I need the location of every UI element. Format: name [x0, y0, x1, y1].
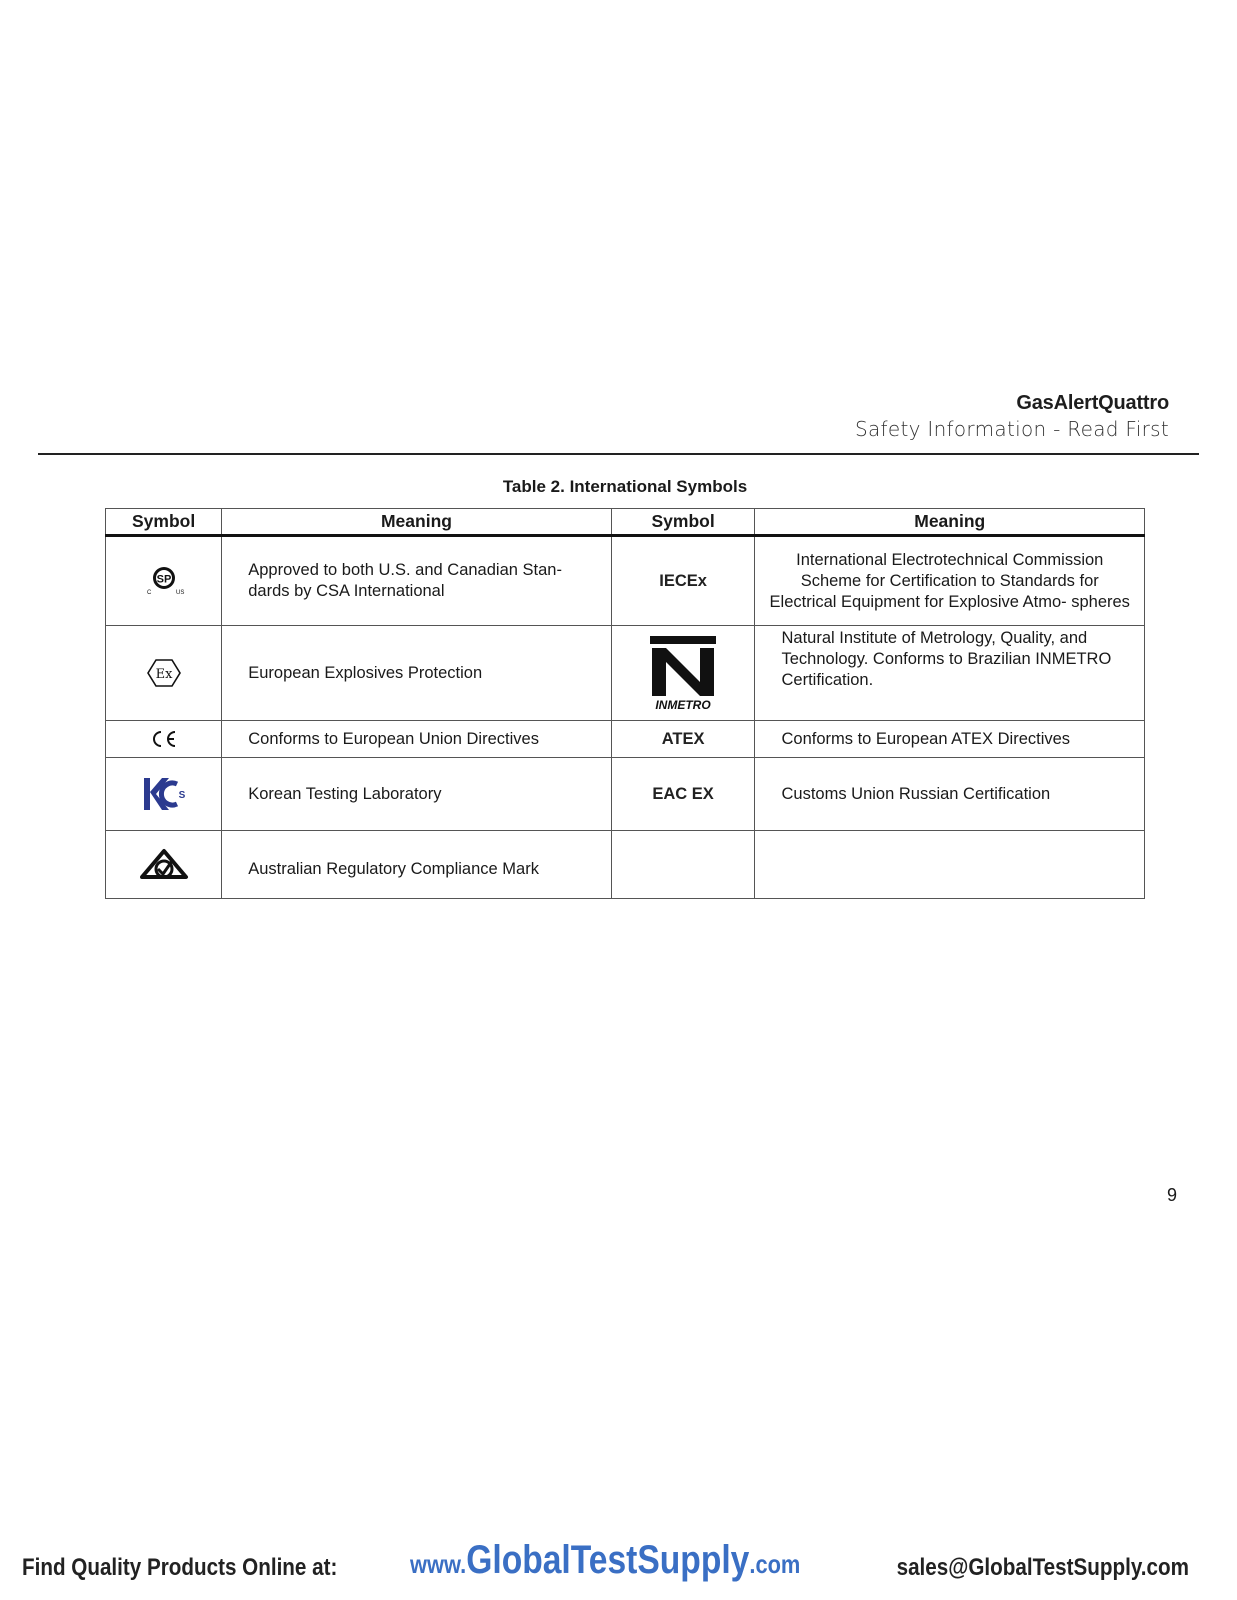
symbol-cell: [611, 626, 755, 721]
csa-c-us-icon: [143, 565, 185, 597]
meaning-cell: Conforms to European ATEX Directives: [755, 721, 1145, 758]
url-prefix: www.: [410, 1549, 467, 1579]
svg-text:S: S: [178, 790, 185, 801]
svg-text:C: C: [146, 590, 151, 596]
ce-mark-icon: [149, 729, 179, 749]
symbol-text-cell: IECEx: [611, 536, 755, 626]
meaning-cell: European Explosives Protection: [222, 626, 611, 721]
symbol-cell: [106, 626, 222, 721]
header-rule: [38, 453, 1199, 455]
rcm-mark-icon: [138, 847, 190, 883]
meaning-cell: International Electrotechnical Commission Scheme for Certification to Standards for Electrical Equipment for Explosive Atmo- spheres: [755, 536, 1145, 626]
table-row: [106, 758, 1145, 831]
svg-text:US: US: [175, 590, 184, 596]
symbol-text-cell: ATEX: [611, 721, 755, 758]
table-row: [106, 831, 1145, 899]
meaning-cell: Australian Regulatory Compliance Mark: [222, 831, 611, 899]
page-number: 9: [1166, 1185, 1177, 1205]
product-name: GasAlertQuattro: [1016, 392, 1169, 414]
symbol-cell: [106, 721, 222, 758]
column-header: Meaning: [222, 509, 611, 536]
column-header: Meaning: [755, 509, 1145, 536]
kc-mark-icon: [141, 775, 187, 813]
column-header: Symbol: [611, 509, 755, 536]
table-caption: Table 2. International Symbols: [502, 477, 748, 496]
meaning-cell: Customs Union Russian Certification: [755, 758, 1145, 831]
meaning-cell: Approved to both U.S. and Canadian Stan- dards by CSA International: [222, 536, 611, 626]
page-footer: [0, 1538, 1237, 1588]
page-header: [855, 392, 1169, 441]
svg-text:Ex: Ex: [155, 667, 173, 682]
inmetro-logo-text: INMETRO: [655, 698, 711, 712]
symbol-cell: [106, 758, 222, 831]
table-row: [106, 626, 1145, 721]
url-suffix: .com: [749, 1549, 801, 1579]
footer-website-link[interactable]: [410, 1538, 800, 1583]
meaning-cell: Conforms to European Union Directives: [222, 721, 611, 758]
meaning-cell: Natural Institute of Metrology, Quality, and Technology. Conforms to Brazilian INMETRO Certification.: [755, 626, 1145, 721]
url-main: GlobalTestSupply: [466, 1538, 750, 1582]
symbol-text-cell: [611, 831, 755, 899]
table-row: [106, 721, 1145, 758]
footer-tagline: Find Quality Products Online at:: [22, 1554, 338, 1581]
meaning-cell: Korean Testing Laboratory: [222, 758, 611, 831]
document-subtitle: Safety Information - Read First: [854, 417, 1169, 441]
symbol-cell: [106, 831, 222, 899]
symbol-cell: [106, 536, 222, 626]
svg-text:SP: SP: [156, 573, 171, 586]
international-symbols-table: [105, 508, 1145, 899]
symbol-text-cell: EAC EX: [611, 758, 755, 831]
meaning-cell: [755, 831, 1145, 899]
inmetro-logo-icon: [648, 634, 718, 712]
column-header: Symbol: [106, 509, 222, 536]
footer-email-link[interactable]: sales@GlobalTestSupply.com: [896, 1554, 1189, 1581]
table-header-row: [106, 509, 1145, 536]
ex-hexagon-icon: [146, 658, 182, 688]
table-row: [106, 536, 1145, 626]
